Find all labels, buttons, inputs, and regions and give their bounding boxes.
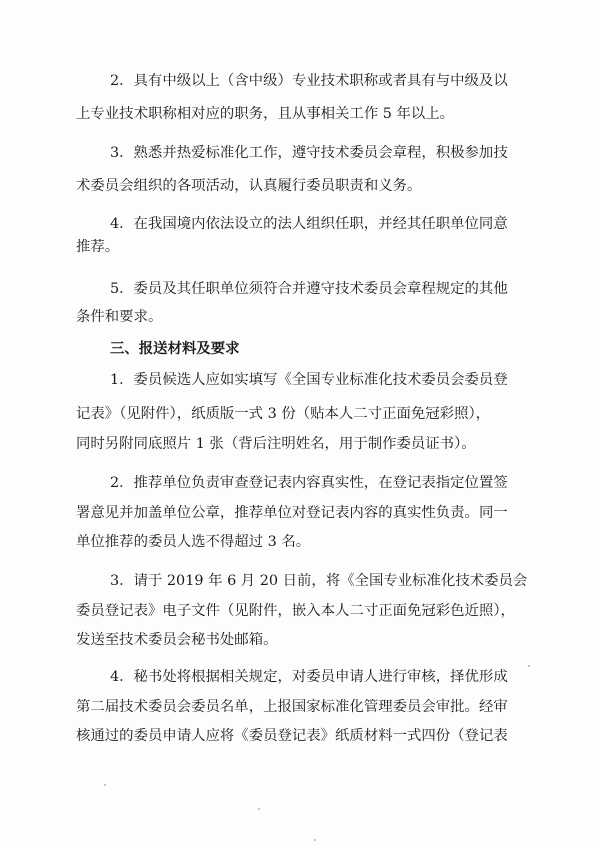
text-line: 记表》（见附件），纸质版一式 3 份（贴本人二寸正面免冠彩照）， [76, 406, 491, 422]
text-line: 3．熟悉并热爱标准化工作，遵守技术委员会章程，积极参加技 [110, 145, 508, 161]
scan-speck [258, 808, 260, 810]
text-line: 发送至技术委员会秘书处邮箱。 [76, 632, 278, 648]
text-line: 上专业技术职称相对应的职务，且从事相关工作 5 年以上。 [76, 106, 455, 122]
text-line: 4．在我国境内依法设立的法人组织任职，并经其任职单位同意 [110, 216, 508, 232]
text-line: 单位推荐的委员人选不得超过 3 名。 [76, 534, 311, 550]
text-line: 条件和要求。 [76, 309, 163, 325]
text-line: 3．请于 2019 年 6 月 20 日前，将《全国专业标准化技术委员会 [110, 573, 528, 589]
text-line: 1．委员候选人应如实填写《全国专业标准化技术委员会委员登 [110, 372, 508, 388]
text-line: 同时另附同底照片 1 张（背后注明姓名，用于制作委员证书）。 [76, 436, 476, 452]
text-line: 2．具有中级以上（含中级）专业技术职称或者具有与中级及以 [110, 73, 508, 89]
scan-speck [528, 665, 530, 667]
text-line: 2．推荐单位负责审查登记表内容真实性，在登记表指定位置签 [110, 475, 508, 491]
scan-speck [104, 784, 106, 786]
text-line: 推荐。 [76, 239, 120, 255]
text-line: 术委员会组织的各项活动，认真履行委员职责和义务。 [76, 178, 422, 194]
scan-speck [314, 839, 316, 841]
text-line: 署意见并加盖单位公章，推荐单位对登记表内容的真实性负责。同一 [76, 505, 508, 521]
section-heading: 三、报送材料及要求 [110, 340, 240, 357]
text-line: 5．委员及其任职单位须符合并遵守技术委员会章程规定的其他 [110, 281, 508, 297]
text-line: 委员登记表》电子文件（见附件，嵌入本人二寸正面免冠彩色近照）， [76, 603, 515, 619]
text-line: 核通过的委员申请人应将《委员登记表》纸质材料一式四份（登记表 [76, 728, 508, 744]
text-line: 4．秘书处将根据相关规定，对委员申请人进行审核，择优形成 [110, 669, 508, 685]
text-line: 第二届技术委员会委员名单，上报国家标准化管理委员会审批。经审 [76, 699, 508, 715]
